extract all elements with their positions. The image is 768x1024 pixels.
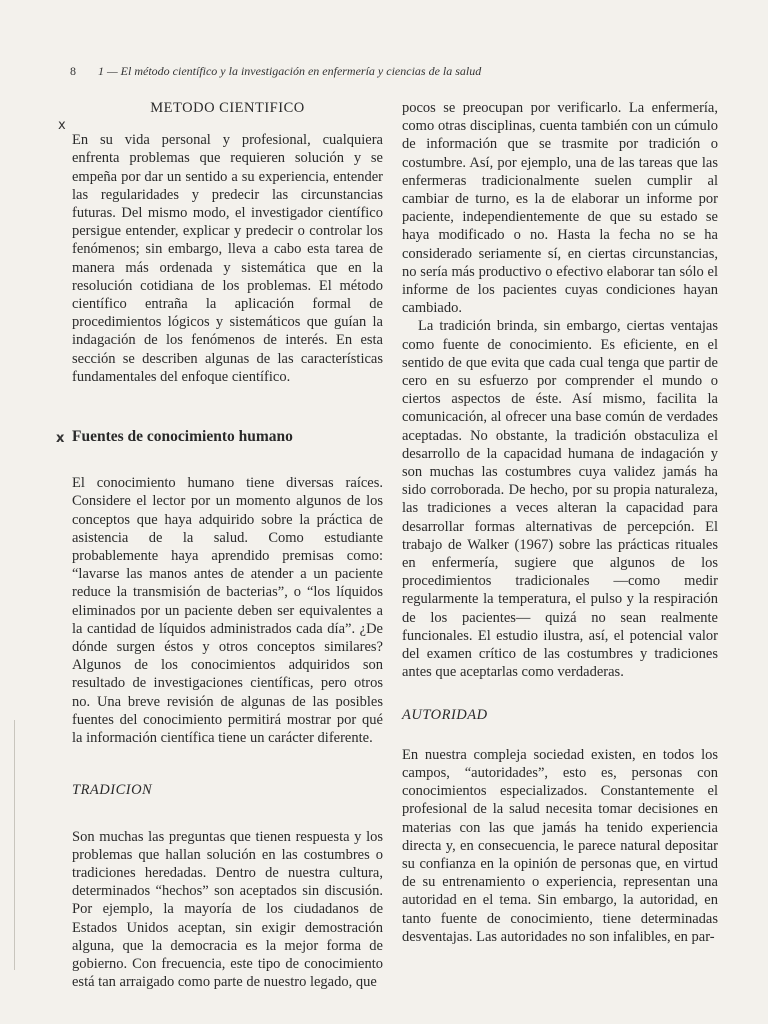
fuentes-paragraph: El conocimiento humano tiene diversas raíces. Considere el lector por un momento algunos de los conceptos que haya adquirido sobre la práctica de asistencia de la salud. Como estudiante probablemente haya aprendido premisas como: “lavarse las manos antes de atender a un paciente reduce la transmisión de bacterias”, o “los líquidos eliminados por un paciente deben ser equivalentes a la cantidad de líquidos administrados cada día”. ¿De dónde surgen éstos y otros conceptos similares? Algunos de los conocimientos adquiridos son resultado de investigaciones científicas, pero otros no. Una breve revisión de algunas de las posibles fuentes del conocimiento permitirá mostrar por qué la información científica tiene un carácter diferente.: [72, 475, 383, 747]
intro-paragraph: En su vida personal y profesional, cualquiera enfrenta problemas que requieren solución y se empeña por dar un sentido a su experiencia, entender las regularidades y predecir las circunstancias futuras. Del mismo modo, el investigador científico persigue entender, explicar y predecir o controlar los fenómenos; sin embargo, lleva a cabo esta tarea de manera más ordenada y sistemática que en la resolución cotidiana de los problemas. El método científico entraña la aplicación formal de procedimientos lógicos y sistemáticos que guían la indagación de los fenómenos de interés. En esta sección se describen algunas de las características fundamentales del enfoque científico.: [72, 132, 383, 385]
subheading-text: Fuentes de conocimiento humano: [72, 428, 293, 446]
handwritten-mark: x: [58, 118, 66, 134]
running-head: [70, 64, 710, 79]
page-number: 8: [70, 64, 76, 78]
section-title: METODO CIENTIFICO: [150, 100, 305, 116]
subheading-tradicion: TRADICION: [72, 782, 153, 799]
subheading-fuentes: [56, 428, 383, 447]
tradicion-paragraph: Son muchas las preguntas que tienen respuesta y los problemas que hallan solución en las costumbres o tradiciones heredadas. Dentro de nuestra cultura, determinados “hechos” son aceptados sin discusión. Por ejemplo, la mayoría de los ciudadanos de Estados Unidos aceptan, sin exigir demostración alguna, que la democracia es la mejor forma de gobierno. Con frecuencia, este tipo de conocimiento está tan arraigado como parte de nuestro legado, que: [72, 828, 383, 991]
page-edge-shadow: [14, 720, 15, 970]
subheading-autoridad: AUTORIDAD: [402, 706, 488, 723]
tradicion-continued-paragraph: pocos se preocupan por verificarlo. La enfermería, como otras disciplinas, cuenta también con un cúmulo de información que se trasmite por tradición o costumbre. Así, por ejemplo, una de las tareas que las enfermeras tradicionalmente suelen cumplir al cambiar de turno, es la de elaborar un informe por paciente, independientemente de que su estado se haya modificado o no. Hasta la fecha no se ha considerado seriamente sí, en ciertas circunstancias, no sería más productivo o efectivo elaborar tan sólo el informe de los pacientes cuyas condiciones hayan cambiado.: [402, 100, 718, 317]
handwritten-mark: x: [56, 431, 65, 447]
autoridad-paragraph: En nuestra compleja sociedad existen, en todos los campos, “autoridades”, esto es, personas con conocimientos especializados. Constantemente el profesional de la salud necesita tomar decisiones en materias con las que jamás ha tenido experiencia directa y, en consecuencia, le parece natural depositar su confianza en la opinión de personas que, en virtud de su entrenamiento o experiencia, representan una autoridad en el tema. Sin embargo, la autoridad, en tanto fuente de conocimiento, tiene determinadas desventajas. Las autoridades no son infalibles, en par-: [402, 746, 718, 945]
left-column: [56, 99, 383, 991]
tradicion-ventajas-paragraph: La tradición brinda, sin embargo, ciertas ventajas como fuente de conocimiento. Es eficiente, en el sentido de que evita que cada cual tenga que partir de cero en su esfuerzo por comprender el mundo o ciertos aspectos de éste. Así mismo, facilita la comunicación, al ofrecer una base común de verdades aceptadas. No obstante, la tradición obstaculiza el desarrollo de la capacidad humana de indagación y son muchas las costumbres cuya validez jamás ha sido corroborada. De hecho, por su propia naturaleza, las tradiciones a veces alteran la capacidad para desarrollar formas alternativas de percepción. El trabajo de Walker (1967) sobre las prácticas rituales en enfermería, sugiere que algunos de los procedimientos tradicionales —como medir regularmente la temperatura, el pulso y la respiración de los pacientes— quizá no sean realmente funcionales. El estudio ilustra, así, el potencial valor del examen crítico de las costumbres y tradiciones antes que aceptarlas como verdaderas.: [402, 318, 718, 681]
right-column: [402, 99, 718, 946]
running-head-title: 1 — El método científico y la investigación en enfermería y ciencias de la salud: [98, 64, 482, 78]
